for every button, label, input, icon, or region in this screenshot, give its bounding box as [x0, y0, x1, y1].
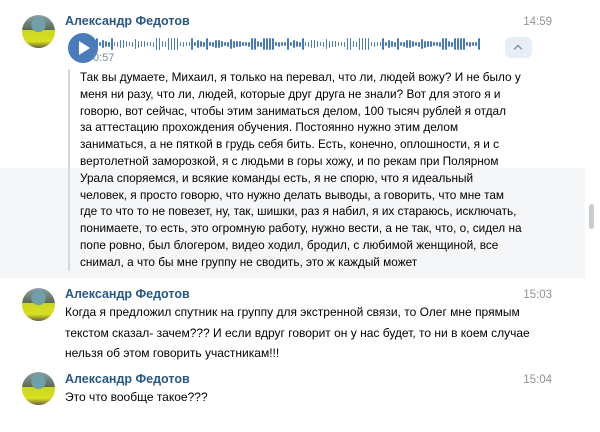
- waveform-bar: [123, 40, 125, 48]
- waveform-bar: [108, 42, 110, 47]
- transcript-line: снимал, а что бы мне группу не сводить, это ж каждый может: [80, 254, 418, 269]
- waveform-bar: [394, 42, 396, 47]
- waveform-bar: [126, 41, 128, 47]
- waveform-bar: [153, 42, 155, 47]
- waveform-bar: [141, 41, 143, 47]
- waveform-bar: [290, 42, 292, 46]
- waveform-bar: [439, 42, 441, 47]
- waveform-bar: [421, 39, 423, 49]
- waveform-bar: [427, 41, 429, 47]
- waveform-bar: [478, 38, 480, 50]
- message-time: 15:03: [523, 289, 552, 301]
- waveform-bar: [311, 40, 313, 48]
- waveform-bar: [254, 38, 256, 50]
- waveform-bar: [144, 41, 146, 47]
- message-text: [65, 302, 530, 364]
- waveform-bar: [251, 38, 253, 50]
- waveform-bar: [320, 42, 322, 46]
- voice-duration: 0:57: [93, 52, 115, 64]
- transcript-line: вертолетной заморозкой, я с людьми в горы хожу, и по рекам при Полярном: [80, 153, 499, 168]
- scrollbar-thumb[interactable]: [589, 204, 594, 229]
- text-line: Это что вообще такое???: [65, 390, 208, 404]
- waveform-bar: [93, 42, 95, 46]
- transcript-line: Так вы думаете, Михаил, я только на перевал, что ли, людей вожу? И не было у: [80, 70, 521, 84]
- avatar[interactable]: [22, 15, 55, 48]
- waveform-bar: [454, 38, 456, 50]
- waveform-bar: [177, 38, 179, 50]
- waveform-bar: [353, 41, 355, 47]
- waveform-bar: [239, 41, 241, 47]
- waveform-bar: [212, 42, 214, 47]
- avatar[interactable]: [22, 288, 55, 321]
- text-line: текстом сказал- зачем??? И если вдруг говорит он у нас будет, то ни в коем случае: [65, 325, 530, 340]
- waveform-bar: [338, 42, 340, 46]
- waveform-bar: [257, 41, 259, 47]
- waveform-bar: [341, 42, 343, 46]
- waveform-bar: [129, 42, 131, 46]
- author-name[interactable]: Александр Федотов: [65, 287, 190, 301]
- waveform-bar: [329, 41, 331, 48]
- waveform-bar: [362, 38, 364, 50]
- waveform-bar: [183, 42, 185, 47]
- waveform-bar: [174, 38, 176, 50]
- text-line: нельзя об этом говорить участникам!!!: [65, 346, 280, 360]
- message-time: 15:04: [523, 374, 552, 386]
- waveform-bar: [436, 42, 438, 46]
- waveform-bar: [194, 42, 196, 46]
- waveform-bar: [305, 42, 307, 46]
- message-text: [65, 387, 208, 408]
- waveform-bar: [457, 38, 459, 50]
- waveform-bar: [156, 38, 158, 50]
- waveform-bar: [147, 42, 149, 46]
- waveform-bar: [382, 38, 384, 50]
- transcript-line: меня ни разу, что ли, людей, которые друг друга не знали? Вот для этого я и: [80, 86, 501, 101]
- waveform-bar: [308, 42, 310, 47]
- waveform-bar: [102, 40, 104, 48]
- transcript-line: попе ровно, был блогером, видео ходил, бродил, с любимой женщиной, все: [80, 237, 499, 252]
- collapse-transcript-button[interactable]: [505, 37, 532, 58]
- waveform-bar: [347, 38, 349, 50]
- text-line: Когда я предложил спутник на группу для экстренной связи, то Олег мне прямым: [65, 305, 520, 319]
- waveform-bar: [171, 38, 173, 50]
- waveform-bar: [335, 41, 337, 47]
- waveform-bar: [469, 42, 471, 47]
- waveform-bar: [424, 41, 426, 48]
- waveform-bar: [377, 42, 379, 46]
- author-name[interactable]: Александр Федотов: [65, 372, 190, 386]
- waveform-bar: [409, 40, 411, 48]
- waveform-bar: [326, 39, 328, 49]
- waveform-bar: [168, 38, 170, 50]
- author-name[interactable]: Александр Федотов: [65, 14, 190, 28]
- waveform-bar: [374, 42, 376, 47]
- waveform-bar: [248, 42, 250, 47]
- waveform-bar: [186, 42, 188, 46]
- waveform-bar: [314, 40, 316, 48]
- waveform-bar: [281, 42, 283, 46]
- waveform-bar: [323, 42, 325, 47]
- waveform-bar: [287, 38, 289, 50]
- waveform-bar: [391, 41, 393, 47]
- waveform-bar: [385, 42, 387, 46]
- transcript-line: заниматься, а не пяткой в грудь себя бить. Есть, конечно, оплошности, я и с: [80, 137, 499, 152]
- waveform-bar: [150, 42, 152, 46]
- waveform-bar: [299, 42, 301, 47]
- waveform-bar: [221, 41, 223, 47]
- waveform-bar: [132, 42, 134, 47]
- waveform-bar: [371, 42, 373, 46]
- waveform-bar: [451, 42, 453, 47]
- waveform-bar: [359, 38, 361, 50]
- waveform-bar: [368, 38, 370, 50]
- waveform-bar: [206, 38, 208, 50]
- waveform-bar: [218, 40, 220, 48]
- transcript-line: где то что то не повезет, ну, так, шишки, раз я набил, я их стараюсь, исключать,: [80, 204, 517, 219]
- waveform-bar: [463, 38, 465, 50]
- waveform-bar: [99, 42, 101, 46]
- waveform-bar: [397, 38, 399, 50]
- waveform-bar: [406, 40, 408, 48]
- waveform-bar: [430, 41, 432, 47]
- voice-waveform[interactable]: [93, 37, 491, 51]
- waveform-bar: [344, 42, 346, 47]
- waveform-bar: [433, 42, 435, 46]
- waveform-bar: [415, 42, 417, 46]
- transcript-line: понимаете, то есть, это огромную работу, нужно вести, а не так, что, о, сидел на: [80, 221, 522, 236]
- waveform-bar: [266, 38, 268, 50]
- waveform-bar: [114, 42, 116, 46]
- waveform-bar: [466, 42, 468, 46]
- waveform-bar: [180, 42, 182, 46]
- avatar[interactable]: [22, 372, 55, 405]
- waveform-bar: [165, 42, 167, 47]
- waveform-bar: [356, 42, 358, 47]
- waveform-bar: [200, 41, 202, 47]
- waveform-bar: [365, 38, 367, 50]
- waveform-bar: [278, 42, 280, 47]
- waveform-bar: [380, 42, 382, 46]
- waveform-bar: [260, 42, 262, 47]
- waveform-bar: [272, 38, 274, 50]
- waveform-bar: [296, 41, 298, 47]
- waveform-bar: [472, 42, 474, 46]
- waveform-bar: [388, 40, 390, 48]
- waveform-bar: [159, 38, 161, 50]
- message-time: 14:59: [523, 16, 552, 28]
- waveform-bar: [275, 42, 277, 46]
- waveform-bar: [236, 41, 238, 47]
- transcript-line: за аттестацию прохождения обучения. Постоянно нужно этим делом: [80, 120, 459, 135]
- waveform-bar: [350, 38, 352, 50]
- waveform-bar: [209, 42, 211, 46]
- waveform-bar: [263, 38, 265, 50]
- waveform-bar: [227, 42, 229, 47]
- waveform-bar: [162, 41, 164, 47]
- waveform-bar: [293, 40, 295, 48]
- waveform-bar: [412, 41, 414, 47]
- waveform-bar: [245, 42, 247, 46]
- waveform-bar: [105, 41, 107, 47]
- waveform-bar: [445, 38, 447, 50]
- waveform-bar: [224, 42, 226, 46]
- voice-transcript: [68, 69, 522, 271]
- waveform-bar: [138, 41, 140, 48]
- transcript-line: человек, я просто говорю, что нужно делать выводы, а говорить, что мне там: [80, 187, 505, 202]
- waveform-bar: [117, 42, 119, 47]
- transcript-line: говорю, вот сейчас, чтобы этим заниматься делом, 100 тысяч рублей я отдал: [80, 103, 506, 118]
- waveform-bar: [448, 41, 450, 47]
- waveform-bar: [203, 42, 205, 47]
- waveform-bar: [317, 41, 319, 47]
- waveform-bar: [197, 40, 199, 48]
- waveform-bar: [400, 42, 402, 46]
- waveform-bar: [442, 38, 444, 50]
- waveform-bar: [135, 39, 137, 49]
- waveform-bar: [191, 38, 193, 50]
- waveform-bar: [332, 41, 334, 47]
- waveform-bar: [475, 42, 477, 46]
- waveform-bar: [120, 40, 122, 48]
- waveform-bar: [242, 42, 244, 46]
- waveform-bar: [284, 42, 286, 46]
- waveform-bar: [403, 42, 405, 47]
- waveform-bar: [230, 39, 232, 49]
- waveform-bar: [215, 40, 217, 48]
- waveform-bar: [96, 38, 98, 50]
- waveform-bar: [269, 38, 271, 50]
- waveform-bar: [111, 38, 113, 50]
- waveform-bar: [189, 42, 191, 46]
- waveform-bar: [460, 38, 462, 50]
- transcript-line: Урала споряемся, и всякие команды есть, я не спорю, что я идеальный: [80, 170, 474, 185]
- waveform-bar: [418, 42, 420, 47]
- waveform-bar: [233, 41, 235, 48]
- waveform-bar: [302, 38, 304, 50]
